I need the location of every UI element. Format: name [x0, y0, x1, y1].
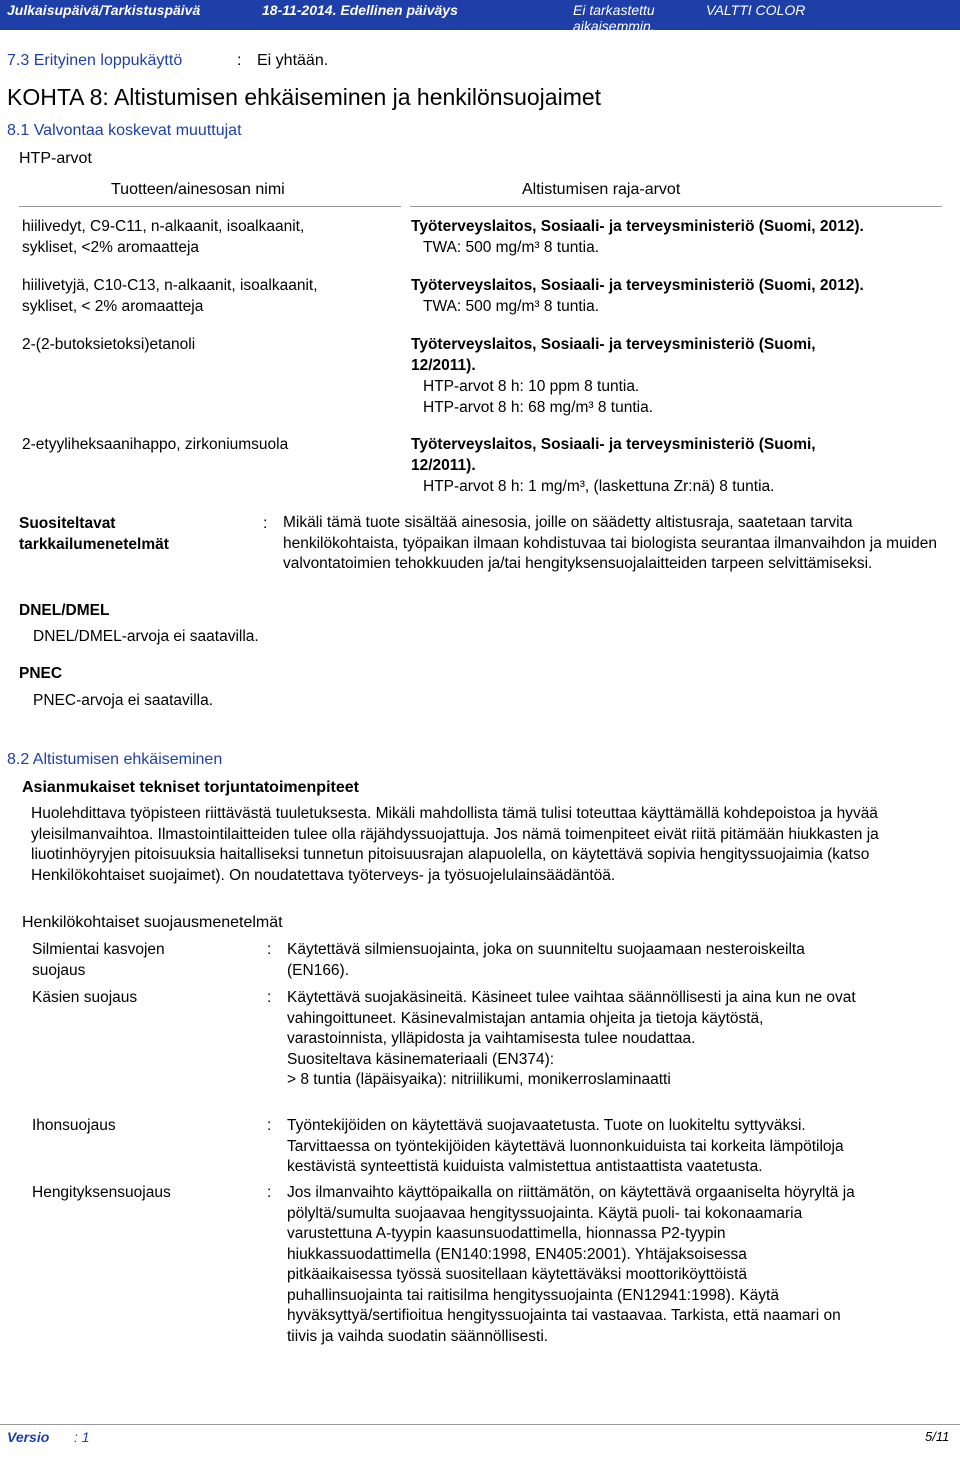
- section-7-3-colon: :: [237, 52, 242, 69]
- col-header-name: Tuotteen/ainesosan nimi: [111, 181, 285, 198]
- dnel-heading: DNEL/DMEL: [19, 602, 110, 619]
- col-header-limits: Altistumisen raja-arvot: [522, 181, 681, 198]
- table-row-limit: Työterveyslaitos, Sosiaali- ja terveysministeriö (Suomi, 12/2011). HTP-arvot 8 h: 1 mg/m³, (laskettuna Zr:nä) 8 tuntia.: [411, 436, 816, 495]
- footer-version-label: Versio: [7, 1429, 50, 1445]
- ppe-hand-colon: :: [267, 989, 272, 1006]
- header-date-label: Julkaisupäivä/Tarkistuspäivä: [7, 2, 201, 18]
- header-product: VALTTI COLOR: [706, 2, 806, 18]
- section-7-3-label: 7.3 Erityinen loppukäyttö: [7, 52, 183, 69]
- dnel-text: DNEL/DMEL-arvoja ei saatavilla.: [33, 628, 259, 645]
- pnec-heading: PNEC: [19, 665, 63, 682]
- table-row-name: hiilivetyjä, C10-C13, n-alkaanit, isoalkaanit, sykliset, < 2% aromaatteja: [22, 277, 318, 315]
- ppe-eye-text: Käytettävä silmiensuojainta, joka on suunniteltu suojaamaan nesteroiskeilta (EN166).: [287, 941, 805, 979]
- monitoring-colon: :: [263, 515, 268, 532]
- monitoring-label: Suositeltavat tarkkailumenetelmät: [19, 515, 169, 553]
- section-title: KOHTA 8: Altistumisen ehkäiseminen ja henkilönsuojaimet: [7, 84, 602, 110]
- ppe-hand-label: Käsien suojaus: [32, 989, 138, 1006]
- htp-heading: HTP-arvot: [19, 150, 92, 167]
- ppe-heading: Henkilökohtaiset suojausmenetelmät: [22, 914, 283, 931]
- ppe-skin-text: Työntekijöiden on käytettävä suojavaatetusta. Tuote on luokiteltu syttyväksi. Tarvittaessa on työntekijöiden käytettävä luonnonkuiduista tai korkeita lämpötiloja kestävistä synteettistä kuiduista valmistettua antistaattista vaatetusta.: [287, 1117, 844, 1175]
- col-divider-left: [19, 206, 401, 207]
- table-row-limit: Työterveyslaitos, Sosiaali- ja terveysministeriö (Suomi, 2012). TWA: 500 mg/m³ 8 tuntia.: [411, 277, 864, 315]
- footer-page: 5/11: [925, 1429, 950, 1444]
- ppe-hand-text: Käytettävä suojakäsineitä. Käsineet tulee vaihtaa säännöllisesti ja aina kun ne ovat vahingoittuneet. Käsinevalmistajan antamia ohjeita ja tietoja käytöstä, varastoinnista, ylläpidosta ja vaihtamisesta tulee noudattaa. Suositeltava käsinemateriaali (EN374): > 8 tuntia (läpäisyaika): nitriilikumi, monikerroslaminaatti: [287, 989, 856, 1088]
- footer-divider: [0, 1424, 960, 1425]
- ppe-resp-label: Hengityksensuojaus: [32, 1184, 171, 1201]
- table-row-name: 2-etyyliheksaanihappo, zirkoniumsuola: [22, 436, 289, 453]
- ppe-skin-colon: :: [267, 1117, 272, 1134]
- table-row-limit: Työterveyslaitos, Sosiaali- ja terveysministeriö (Suomi, 12/2011). HTP-arvot 8 h: 10 ppm 8 tuntia. HTP-arvot 8 h: 68 mg/m³ 8 tuntia.: [411, 336, 816, 416]
- col-divider-right: [410, 206, 942, 207]
- ppe-eye-label: Silmientai kasvojen suojaus: [32, 941, 165, 979]
- header-prev-date: 18-11-2014. Edellinen päiväys: [262, 2, 458, 18]
- ppe-skin-label: Ihonsuojaus: [32, 1117, 116, 1134]
- pnec-text: PNEC-arvoja ei saatavilla.: [33, 692, 214, 709]
- ppe-resp-colon: :: [267, 1184, 272, 1201]
- table-row-name: 2-(2-butoksietoksi)etanoli: [22, 336, 196, 353]
- ppe-resp-text: Jos ilmanvaihto käyttöpaikalla on riittämätön, on käytettävä orgaaniselta höyryltä ja pölyltä/sumulta suojaavaa hengityssuojainta. Käytä puoli- tai kokonaamaria varustettuna A-tyypin kaasunsuodattimella, hionnassa P2-tyypin hiukkassuodattimella (EN140:1998, EN405:2001). Yhtäjaksoisessa pitkäaikaisessa työssä suositellaan käytettäväksi moottoriköyttöistä puhallinsuojainta tai raitisilma hengityssuojainta (EN12941:1998). Käytä hyväksyttyä/sertifioitua hengityssuojainta tai vastaavaa. Tarkista, että naamari on tiivis ja vaihda suodatin säännöllisesti.: [287, 1184, 855, 1345]
- header-not-checked: Ei tarkastettu aikaisemmin.: [573, 2, 655, 34]
- tech-text: Huolehdittava työpisteen riittävästä tuuletuksesta. Mikäli mahdollista tämä tulisi toteuttaa käyttämällä kohdepoistoa ja hyvää yleisilmanvaihtoa. Ilmastointilaitteiden tulee olla räjähdyssuojattuja. Jos nämä toimenpiteet eivät riitä pitämään hiukkasten ja liuotinhöyryjen pitoisuuksia haitalliseksi tunnetun pitoisuusrajan alapuolella, on käytettävä sopivia hengityssuojaimia (katso Henkilökohtaiset suojaimet). On noudatettava työterveys- ja työsuojelulainsäädäntöä.: [31, 805, 879, 884]
- footer-version-value: : 1: [74, 1429, 90, 1445]
- section-8-1-title: 8.1 Valvontaa koskevat muuttujat: [7, 122, 242, 139]
- monitoring-text: Mikäli tämä tuote sisältää ainesosia, joille on säädetty altistusraja, saatetaan tarvita henkilökohtaista, työpaikan ilmaan kohdistuvaa tai biologista seurantaa ilmanvaihdon ja muiden valvontatoimien tehokkuuden ja/tai hengityksensuojalaitteiden tarpeen selvittämiseksi.: [283, 514, 937, 572]
- section-7-3-value: Ei yhtään.: [257, 52, 329, 69]
- tech-heading: Asianmukaiset tekniset torjuntatoimenpiteet: [22, 779, 359, 796]
- section-8-2-title: 8.2 Altistumisen ehkäiseminen: [7, 751, 223, 768]
- table-row-limit: Työterveyslaitos, Sosiaali- ja terveysministeriö (Suomi, 2012). TWA: 500 mg/m³ 8 tuntia.: [411, 218, 864, 256]
- table-row-name: hiilivedyt, C9-C11, n-alkaanit, isoalkaanit, sykliset, <2% aromaatteja: [22, 218, 305, 256]
- ppe-eye-colon: :: [267, 941, 272, 958]
